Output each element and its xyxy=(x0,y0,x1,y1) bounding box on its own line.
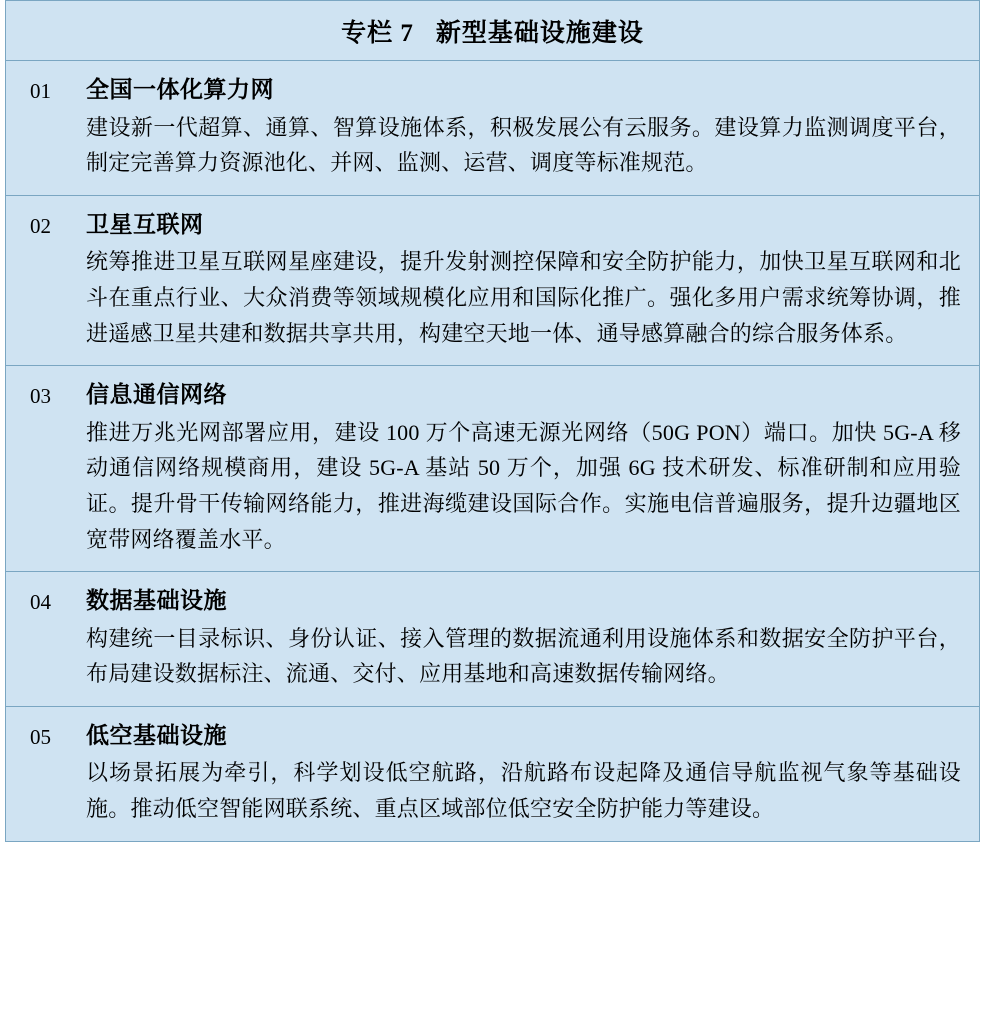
list-item xyxy=(6,572,979,707)
item-number: 02 xyxy=(30,213,51,238)
item-body xyxy=(86,208,961,351)
item-heading: 卫星互联网 xyxy=(86,211,204,237)
item-heading: 低空基础设施 xyxy=(86,722,227,748)
item-text: 推进万兆光网部署应用，建设 100 万个高速无源光网络（50G PON）端口。加快 5G‑A 移动通信网络规模商用，建设 5G‑A 基站 50 万个，加强 6G 技术研发、标准研制和应用验证。提升骨干传输网络能力，推进海缆建设国际合作。实施电信普遍服务，提升边疆地区宽带网络覆盖水平。 xyxy=(86,419,961,552)
item-number: 01 xyxy=(30,79,51,103)
list-item xyxy=(6,707,979,841)
list-item xyxy=(6,61,979,196)
item-number: 05 xyxy=(30,724,51,749)
item-text: 建设新一代超算、通算、智算设施体系，积极发展公有云服务。建设算力监测调度平台，制定完善算力资源池化、并网、监测、运营、调度等标准规范。 xyxy=(86,114,961,176)
box-title xyxy=(6,1,979,61)
item-text: 构建统一目录标识、身份认证、接入管理的数据流通利用设施体系和数据安全防护平台，布局建设数据标注、流通、交付、应用基地和高速数据传输网络。 xyxy=(86,625,961,687)
list-item xyxy=(6,196,979,366)
item-heading: 数据基础设施 xyxy=(86,588,227,614)
item-number: 03 xyxy=(30,384,51,409)
item-text: 统筹推进卫星互联网星座建设，提升发射测控保障和安全防护能力，加快卫星互联网和北斗在重点行业、大众消费等领域规模化应用和国际化推广。强化多用户需求统筹协调，推进遥感卫星共建和数据共享共用，构建空天地一体、通导感算融合的综合服务体系。 xyxy=(86,249,961,346)
list-item xyxy=(6,366,979,572)
item-body xyxy=(86,584,961,692)
item-text: 以场景拓展为牵引，科学划设低空航路，沿航路布设起降及通信导航监视气象等基础设施。推动低空智能网联系统、重点区域部位低空安全防护能力等建设。 xyxy=(86,760,961,821)
item-body xyxy=(86,73,961,181)
box-title-label: 专栏 7 xyxy=(341,20,414,47)
item-number: 04 xyxy=(30,590,51,615)
item-body xyxy=(86,719,961,827)
item-heading: 全国一体化算力网 xyxy=(86,77,274,102)
box-title-name: 新型基础设施建设 xyxy=(435,20,644,47)
item-body xyxy=(86,378,961,557)
item-heading: 信息通信网络 xyxy=(86,382,227,408)
feature-box xyxy=(5,0,980,842)
